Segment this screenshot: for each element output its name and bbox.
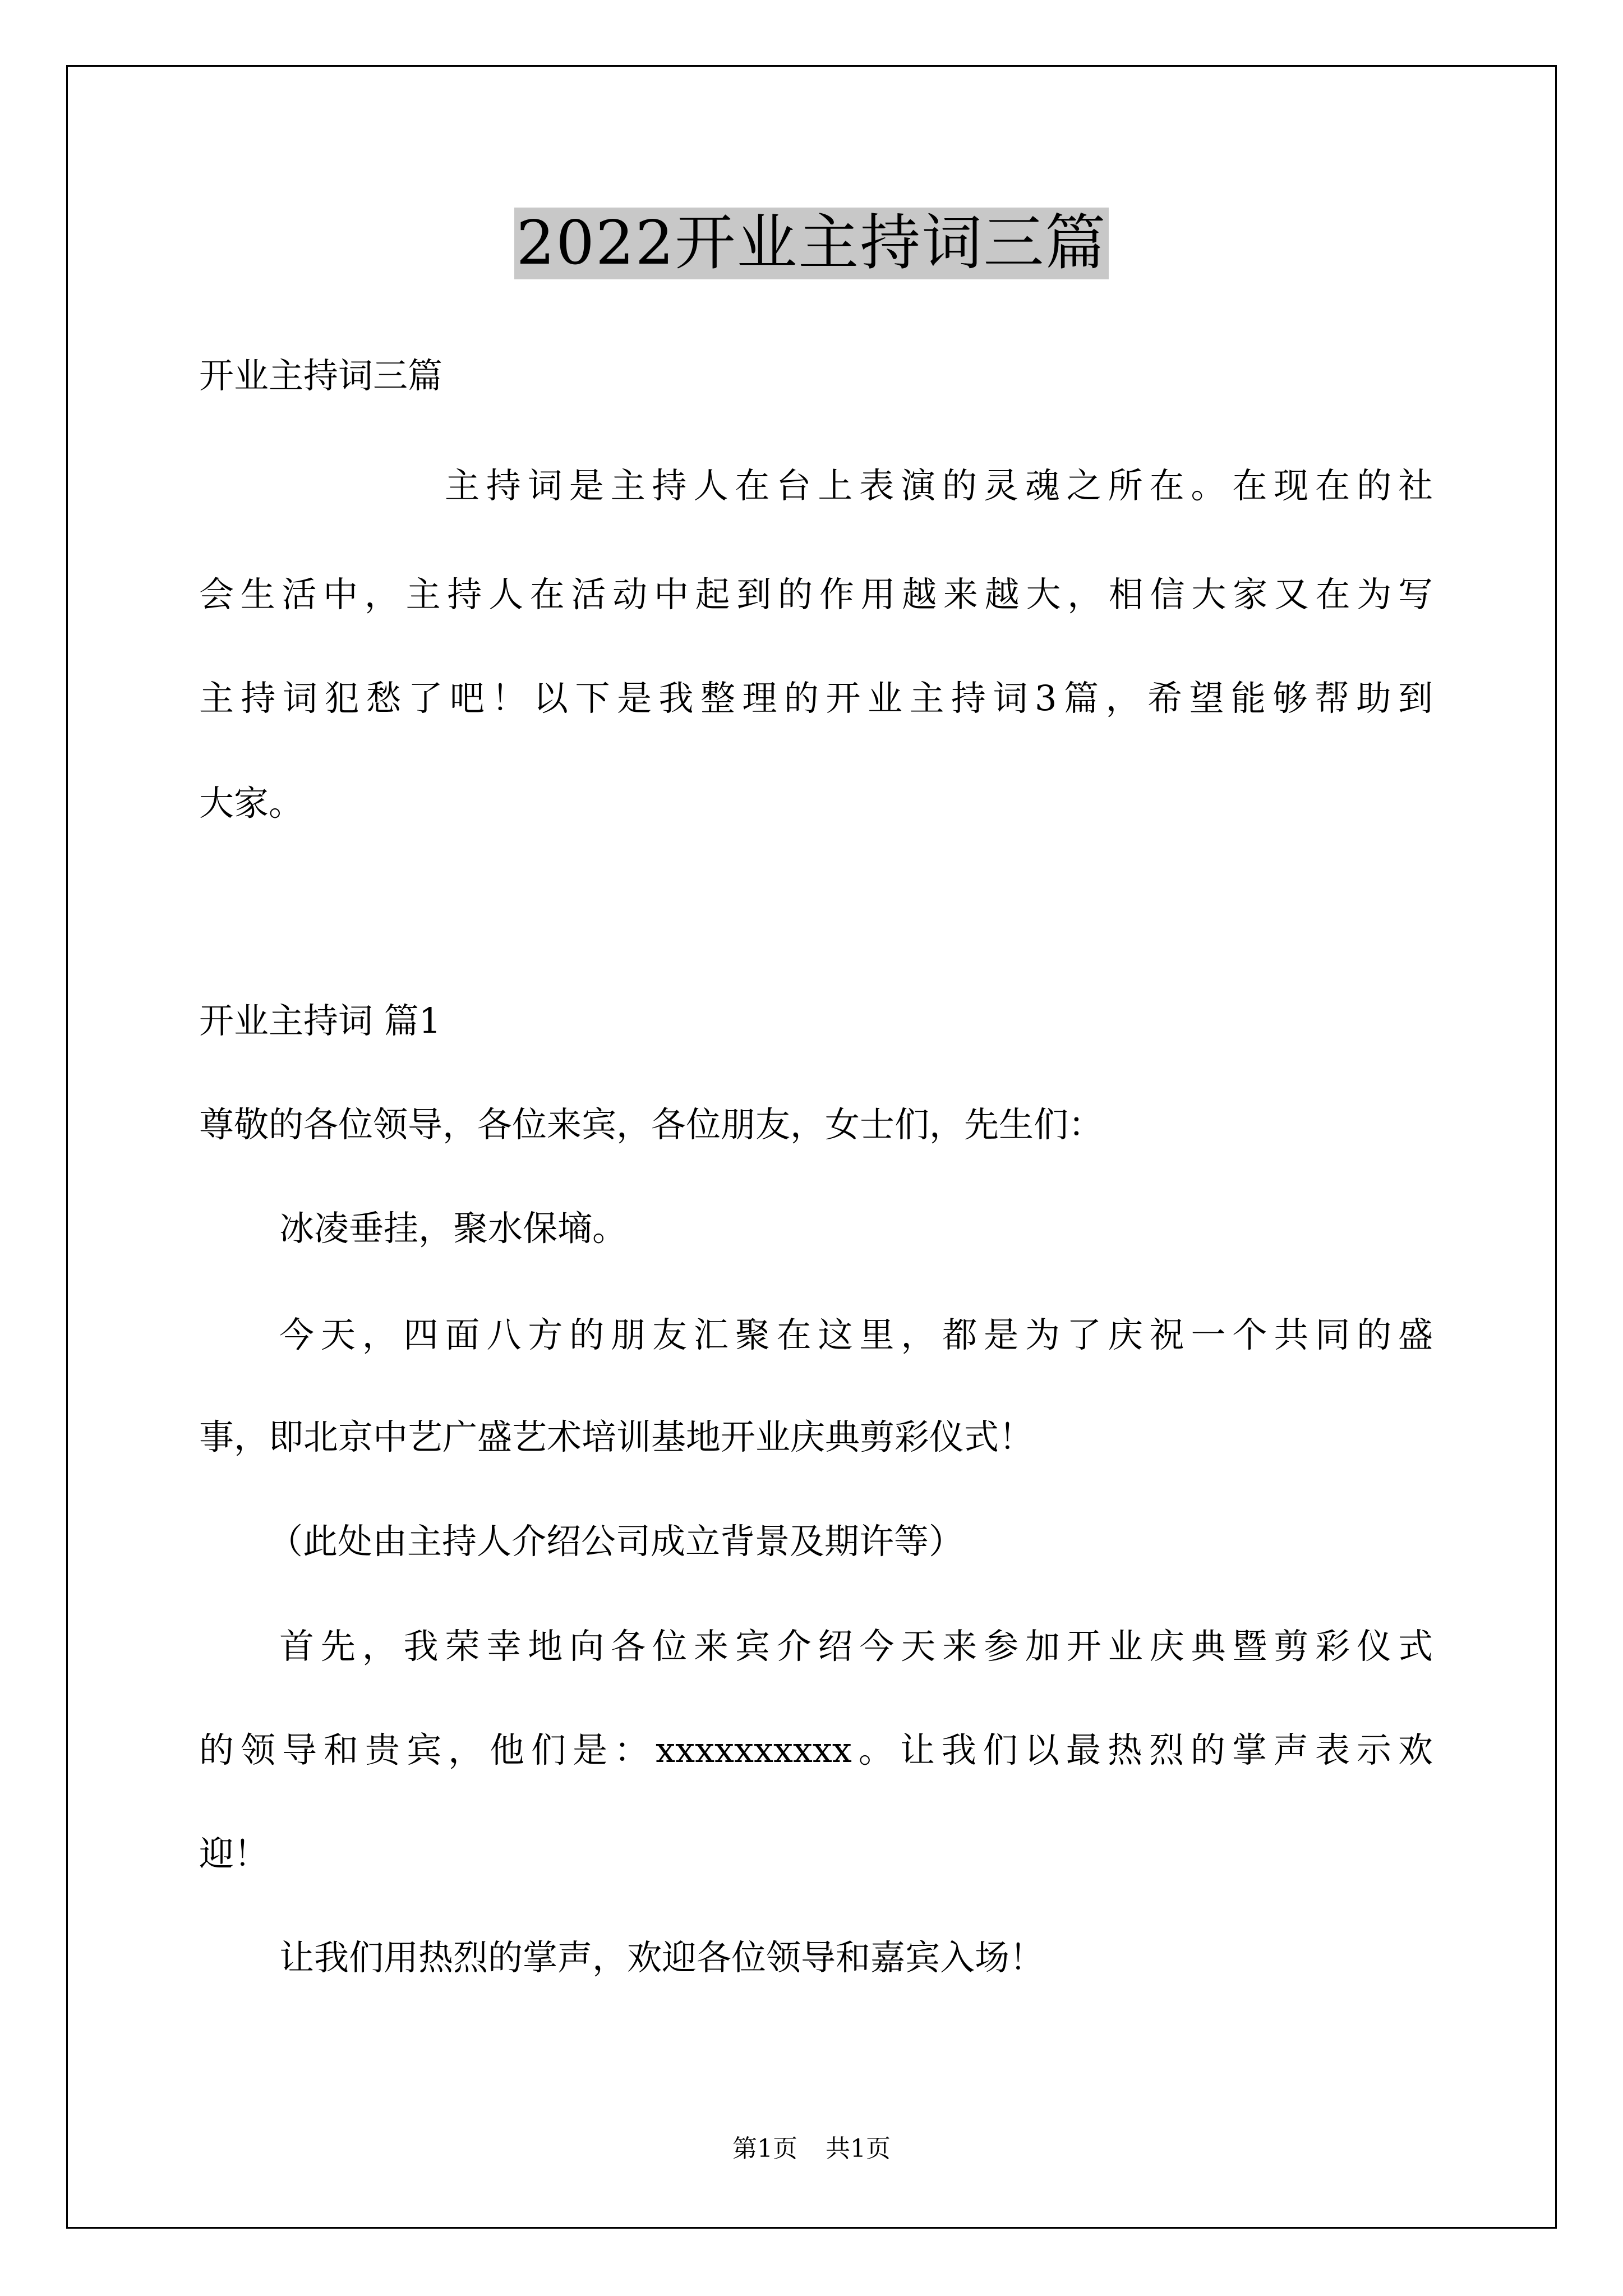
document-title: 2022开业主持词三篇: [514, 208, 1109, 279]
paragraph-line: 主持词是主持人在台上表演的灵魂之所在。在现在的社: [445, 465, 1433, 506]
paragraph-line: 的领导和贵宾，他们是：xxxxxxxxxx。让我们以最热烈的掌声表示欢: [199, 1729, 1433, 1770]
paragraph-line: 让我们用热烈的掌声，欢迎各位领导和嘉宾入场！: [279, 1937, 1045, 1978]
paragraph-line: 尊敬的各位领导，各位来宾，各位朋友，女士们，先生们：: [199, 1104, 1104, 1145]
paragraph-line: 今天，四面八方的朋友汇聚在这里，都是为了庆祝一个共同的盛: [279, 1314, 1433, 1355]
title-container: [0, 208, 1623, 279]
page-footer: [0, 2133, 1623, 2165]
page-total: 共1页: [826, 2134, 891, 2163]
paragraph-line: 大家。: [199, 783, 304, 823]
paragraph-line: 事，即北京中艺广盛艺术培训基地开业庆典剪彩仪式！: [199, 1416, 1034, 1457]
paragraph-line: （此处由主持人介绍公司成立背景及期许等）: [268, 1521, 964, 1562]
section-heading: 开业主持词 篇1: [199, 1000, 441, 1041]
paragraph-line: 冰凌垂挂，聚水保墒。: [279, 1208, 628, 1249]
paragraph-line: 迎！: [199, 1833, 269, 1874]
page-number: 第1页: [732, 2134, 797, 2163]
section-heading: 开业主持词三篇: [199, 355, 443, 396]
paragraph-line: 会生活中，主持人在活动中起到的作用越来越大，相信大家又在为写: [199, 574, 1433, 615]
paragraph-line: 主持词犯愁了吧！以下是我整理的开业主持词3篇，希望能够帮助到: [199, 678, 1433, 719]
paragraph-line: 首先，我荣幸地向各位来宾介绍今天来参加开业庆典暨剪彩仪式: [279, 1626, 1433, 1667]
